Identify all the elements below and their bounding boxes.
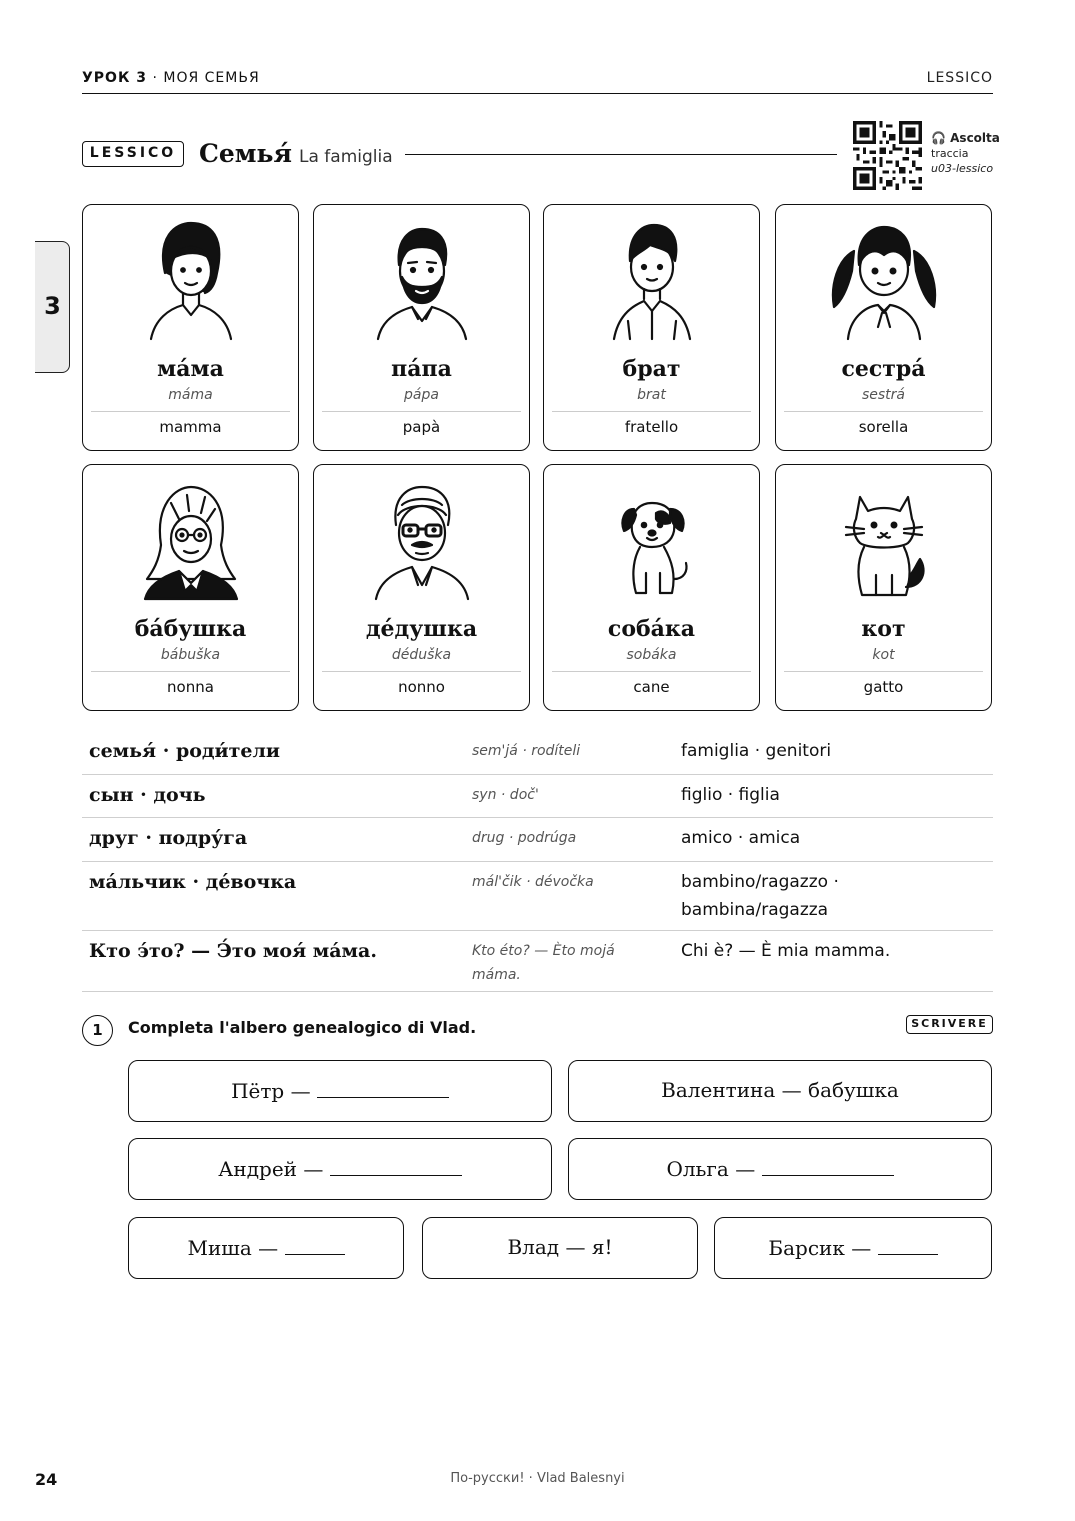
family-member-label: Барсик —: [768, 1236, 878, 1260]
card-divider: [322, 411, 521, 412]
vocab-card-kot: [775, 464, 992, 711]
card-word: соба́ка: [607, 616, 696, 642]
girl-icon: [824, 215, 944, 345]
card-word: ма́ма: [157, 356, 224, 382]
family-tree-box-olga: [568, 1138, 992, 1200]
dog-icon: [592, 475, 712, 605]
vocab-translit: drug · podrúga: [472, 830, 577, 846]
card-divider: [552, 671, 751, 672]
exercise-number: 1: [82, 1015, 113, 1046]
vocab-translit: sem'já · rodíteli: [472, 743, 581, 759]
vocab-row: [82, 862, 993, 931]
vocab-list: [82, 731, 993, 992]
vocab-card-mama: [82, 204, 299, 451]
vocab-italian: figlio · figlia: [681, 785, 780, 805]
card-word: па́па: [391, 356, 452, 382]
card-divider: [784, 411, 983, 412]
section-badge: LESSICO: [82, 141, 184, 167]
family-member-label: Влад — я!: [507, 1235, 613, 1259]
boy-icon: [592, 215, 712, 345]
answer-blank[interactable]: [878, 1235, 938, 1255]
audio-track: u03-lessico: [931, 162, 994, 175]
vocab-russian: сын · дочь: [89, 784, 206, 806]
vocab-translit: mál'čik · dévočka: [472, 874, 594, 890]
family-member-label: Пётр —: [231, 1079, 317, 1103]
card-translit: déduška: [391, 647, 452, 663]
chapter-number: 3: [44, 292, 61, 320]
section-heading: [82, 140, 837, 174]
family-member-label: Ольга —: [666, 1157, 762, 1181]
vocab-russian: друг · подру́га: [89, 827, 248, 849]
card-meaning: mamma: [159, 418, 222, 436]
card-word: кот: [861, 616, 906, 642]
answer-blank[interactable]: [762, 1156, 894, 1176]
vocab-italian: famiglia · genitori: [681, 741, 832, 761]
card-word: ба́бушка: [134, 616, 247, 642]
running-head-section: LESSICO: [926, 70, 993, 86]
page-footer: По-русски! · Vlad Balesnyi: [450, 1471, 625, 1486]
card-divider: [552, 411, 751, 412]
headphones-icon: 🎧: [931, 131, 946, 145]
card-translit: sobáka: [626, 647, 677, 663]
family-tree-box-valentina: [568, 1060, 992, 1122]
vocab-card-sestra: [775, 204, 992, 451]
card-divider: [91, 411, 290, 412]
card-meaning: sorella: [858, 418, 909, 436]
audio-label-line: [931, 131, 1000, 146]
vocab-card-sobaka: [543, 464, 760, 711]
qr-code-icon[interactable]: [853, 121, 922, 190]
family-member-label: Валентина — бабушка: [661, 1078, 899, 1102]
vocab-russian: Кто э́то? — Э́то моя́ ма́ма.: [89, 940, 377, 962]
vocab-italian: amico · amica: [681, 828, 801, 848]
vocab-card-babushka: [82, 464, 299, 711]
vocab-row: [82, 731, 993, 775]
exercise-skill-badge: SCRIVERE: [906, 1015, 993, 1034]
vocab-italian: bambino/ragazzo · bambina/ragazza: [681, 872, 839, 920]
card-translit: sestrá: [861, 387, 906, 403]
vocab-card-brat: [543, 204, 760, 451]
family-member-label: Андрей —: [218, 1157, 330, 1181]
card-word: де́душка: [365, 616, 478, 642]
card-meaning: fratello: [624, 418, 679, 436]
vocab-translit: Kto éto? — Èto mojá máma.: [472, 943, 615, 983]
cat-icon: [824, 475, 944, 605]
lesson-label: УРОК 3: [82, 70, 148, 86]
answer-blank[interactable]: [330, 1156, 462, 1176]
vocab-row: [82, 775, 993, 818]
card-word: брат: [622, 356, 681, 382]
vocab-russian: семья́ · роди́тели: [89, 740, 281, 762]
vocab-card-dedushka: [313, 464, 530, 711]
card-divider: [91, 671, 290, 672]
family-tree-box-barsik: [714, 1217, 992, 1279]
card-meaning: nonno: [398, 678, 445, 696]
card-translit: bábuška: [160, 647, 221, 663]
running-head: [82, 68, 993, 94]
card-translit: máma: [168, 387, 213, 403]
card-word: сестра́: [841, 356, 926, 382]
card-divider: [322, 671, 521, 672]
family-tree-box-vlad: [422, 1217, 698, 1279]
answer-blank[interactable]: [317, 1078, 449, 1098]
running-head-left: [82, 70, 260, 86]
vocab-italian: Chi è? — È mia mamma.: [681, 941, 891, 961]
card-divider: [784, 671, 983, 672]
card-meaning: papà: [402, 418, 441, 436]
vocab-russian: ма́льчик · де́вочка: [89, 871, 297, 893]
running-head-separator: ·: [147, 70, 164, 86]
audio-note: [931, 131, 1000, 176]
exercise-instruction: Completa l'albero genealogico di Vlad.: [128, 1018, 477, 1037]
vocab-row: [82, 818, 993, 862]
woman-icon: [131, 215, 251, 345]
page-number: 24: [35, 1470, 58, 1489]
audio-line2: traccia: [931, 147, 969, 160]
vocab-row: [82, 931, 993, 992]
section-subtitle: La famiglia: [299, 147, 393, 167]
section-rule: [405, 154, 837, 155]
section-title: Семья́: [199, 139, 292, 168]
grandmother-icon: [131, 475, 251, 605]
lesson-title: МОЯ СЕМЬЯ: [163, 70, 260, 86]
family-tree-box-misha: [128, 1217, 404, 1279]
card-translit: pápa: [404, 387, 439, 403]
audio-label: Ascolta: [950, 131, 1000, 145]
card-meaning: cane: [633, 678, 670, 696]
family-member-label: Миша —: [187, 1236, 285, 1260]
card-translit: brat: [637, 387, 666, 403]
bearded-man-icon: [362, 215, 482, 345]
vocab-translit: syn · doč': [472, 787, 539, 803]
family-tree-box-andrey: [128, 1138, 552, 1200]
card-meaning: nonna: [167, 678, 214, 696]
family-tree-box-petr: [128, 1060, 552, 1122]
card-meaning: gatto: [863, 678, 904, 696]
chapter-tab: [35, 241, 70, 373]
vocab-card-papa: [313, 204, 530, 451]
answer-blank[interactable]: [285, 1235, 345, 1255]
grandfather-icon: [362, 475, 482, 605]
card-translit: kot: [872, 647, 895, 663]
